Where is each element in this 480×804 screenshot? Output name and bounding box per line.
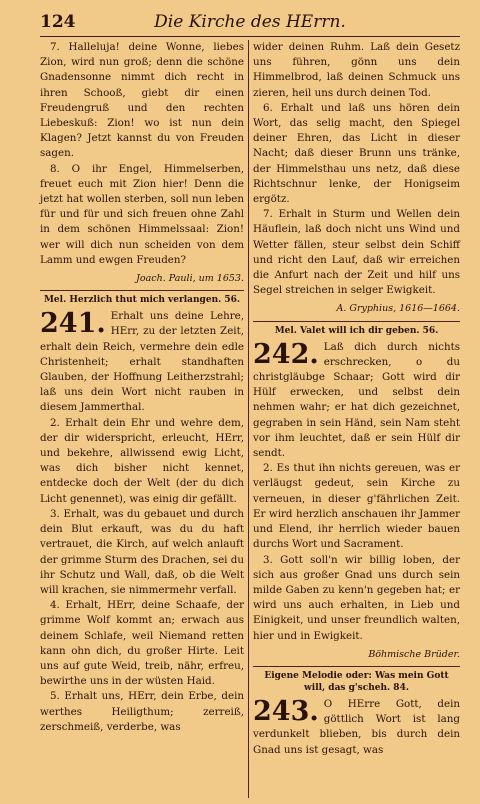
verse-5-continued: wider deinen Ruhm. Laß dein Gesetz uns führen, gönn uns dein Himmelbrod, laß deinen Schmuck uns zieren, heil uns durch deinen Tod. [253,41,460,99]
column-divider [248,40,249,798]
hymn-242-verse-1 [253,340,460,462]
melody-line-241: Mel. Herzlich thut mich verlangen. 56. [40,290,244,306]
melody-line-243: Eigene Melodie oder: Was mein Gott will, das g'scheh. 84. [253,666,460,694]
author-attribution: A. Gryphius, 1616—1664. [336,303,460,315]
verse-8: 8. O ihr Engel, Himmelserben, freuet euch mit Zion hier! Denn die jetzt hat wollen sterben, soll nun leben für und für und sich freuen ohne Zahl in dem schönen Himmelssaal: Zion! wer will dich nun scheiden von dem Lamm und ewgen Freuden? [40,162,244,266]
hymn-number-241: 241. [40,308,106,340]
hymn-241-verse-6: 6. Erhalt und laß uns hören dein Wort, das selig macht, den Spiegel deiner Ehren, das Licht in dieser Nacht; daß dieser Brunn uns tränke, der Himmelsthau uns netz, daß diese Richtschnur lenke, der Honigseim ergötz. [253,101,460,206]
hymn-241-verse-2: 2. Erhalt dein Ehr und wehre dem, der dir widerspricht, erleucht, HErr, und bekehre, allwissend ewig Licht, was dich bisher nicht kennet, entdecke doch der Welt (der du dich Licht genennet), was einig dir gefällt. [40,416,244,505]
hymn-number-243: 243. [253,695,319,727]
author-attribution: Joach. Pauli, um 1653. [136,273,244,285]
hymn-241-verse-5: 5. Erhalt uns, HErr, dein Erbe, dein werthes Heiligthum; zerreiß, zerschmeiß, verderbe, was [40,690,244,733]
hymn-number-242: 242. [253,338,319,370]
running-title: Die Kirche des HErrn. [154,12,346,32]
melody-line-242: Mel. Valet will ich dir geben. 56. [253,321,460,337]
hymn-241-verse-4: 4. Erhalt, HErr, deine Schaafe, der grimme Wolf kommt an; erwach aus deinem Schlafe, weil Niemand retten kann ohn dich, du großer Hirte. Leit uns auf gute Weid, treib, nähr, erfreu, bewirthe uns in der wüsten Haid. [40,599,244,688]
page-number: 124 [40,12,76,32]
author-attribution: Böhmische Brüder. [368,648,460,660]
hymn-241-verse-7: 7. Erhalt in Sturm und Wellen dein Häuflein, laß doch nicht uns Wind und Wetter fällen, steur selbst dein Schiff und richt den Lauf, daß wir erreichen die Anfurt nach der Zeit und hilf uns Segel streichen in selger Ewigkeit. [253,208,460,297]
hymn-242-verse-2: 2. Es thut ihn nichts gereuen, was er verläugst gedeut, sein Kirche zu verneuen, in dieser g'fährlichen Zeit. Er wird herzlich anschauen ihr Jammer und Elend, ihr herrlich wieder bauen durchs Wort und Sacrament. [253,462,460,551]
right-column [253,40,460,758]
hymn-242-verse-3: 3. Gott soll'n wir billig loben, der sich aus großer Gnad uns durch sein milde Gaben zu kenn'n gegeben hat; er wird uns auch erhalten, in Lieb und Einigkeit, und unser freundlich walten, hier und in Ewigkeit. [253,553,460,642]
hymn-243-text: O HErre Gott, dein göttlich Wort ist lang verdunkelt blieben, bis durch dein Gnad uns ist gesagt, was [253,697,460,756]
verse-7: 7. Halleluja! deine Wonne, liebes Zion, wird nun groß; denn die schöne Gnadensonne nimmt dich recht in ihren Schooß, giebt dir einen Freudengruß und den rechten Liebeskuß: Zion! wo ist nun dein Klagen? Jetzt kannst du von Freuden sagen. [40,41,244,160]
hymn-242-text: Laß dich durch nichts erschrecken, o du christgläubge Schaar; Gott wird dir Hülf erwecken, und selbst dein nehmen wahr; er hat dich gezeichnet, gegraben in sein Händ, sein Nam steht vor ihm leuchtet, daß er sein Hülf dir sendt. [253,340,460,460]
hymn-243-verse-1 [253,697,460,758]
hymn-241-text: Erhalt uns deine Lehre, HErr, zu der letzten Zeit, erhalt dein Reich, vermehre dein edle Christenheit; erhalt standhaften Glauben, der Hoffnung Leitherzstrahl; laß uns dein Wort nicht rauben in diesem Jammerthal. [40,310,244,414]
hymn-241-verse-1 [40,309,244,415]
left-column [40,40,244,735]
hymn-241-verse-3: 3. Erhalt, was du gebauet und durch dein Blut erkauft, was du du haft vertrauet, die Kirch, auf welch anlauft der grimme Sturm des Drachen, sei du ihr Schutz und Wall, daß, ob die Welt will krachen, sie nimmermehr verfall. [40,507,244,596]
page-header [40,10,460,37]
